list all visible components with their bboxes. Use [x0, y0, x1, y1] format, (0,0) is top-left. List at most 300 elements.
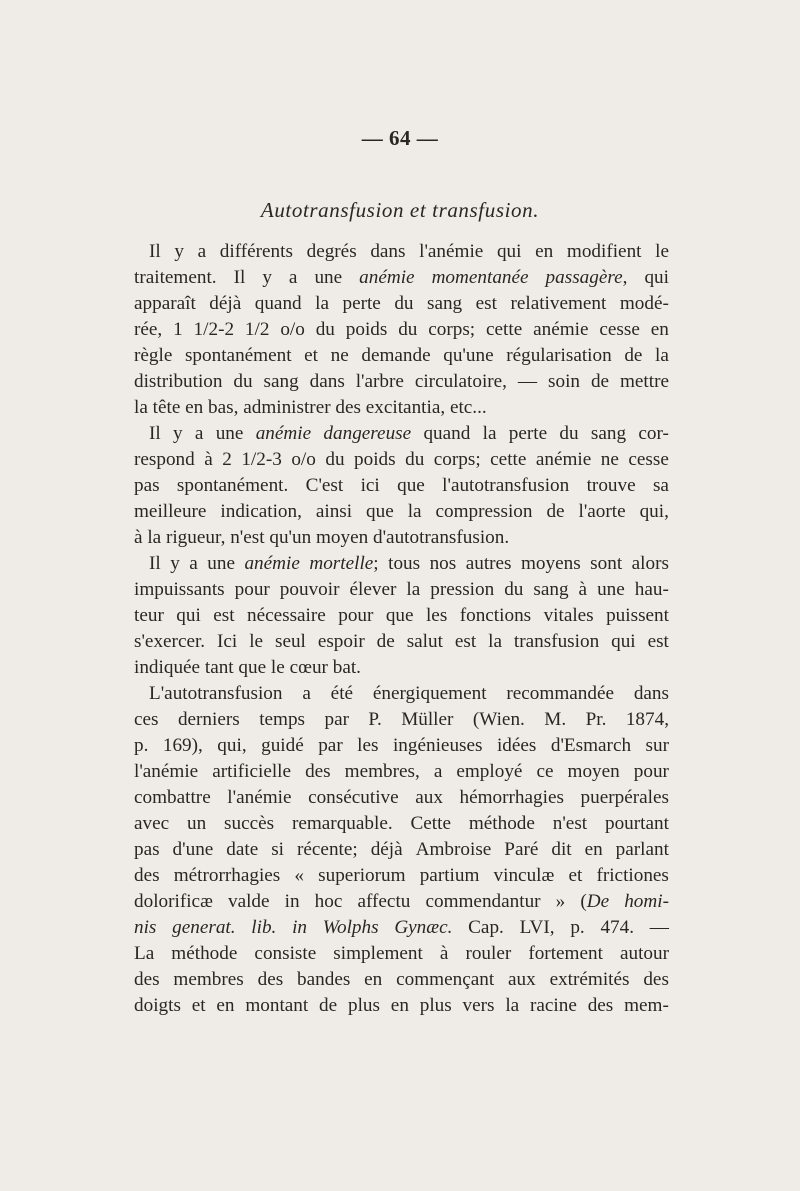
word: nécessaire [246, 605, 326, 626]
word: (Wien. [472, 709, 525, 730]
word: différents [219, 241, 293, 262]
word: en [216, 995, 235, 1016]
word: est [475, 293, 497, 314]
word: p. [570, 917, 585, 938]
word: du [398, 319, 418, 340]
word: pas [134, 475, 160, 496]
word: l'aorte [578, 501, 626, 522]
word: qui [496, 241, 522, 262]
text-line [134, 759, 669, 785]
word: in [284, 891, 300, 912]
word: Cap. [468, 917, 504, 938]
word: vinculæ [493, 865, 555, 886]
word: a [433, 761, 443, 782]
text-line [134, 837, 669, 863]
word: moyen [567, 761, 620, 782]
word: du [405, 449, 425, 470]
word: hau- [634, 579, 669, 600]
word: métrorrhagies [173, 865, 281, 886]
word: trouve [586, 475, 636, 496]
word: anémie [535, 449, 592, 470]
word: membres, [344, 761, 420, 782]
word: énergiquement [372, 683, 487, 704]
word: nos [429, 553, 457, 574]
word: generat. [172, 917, 236, 938]
word: homi- [624, 891, 669, 912]
text-line [134, 395, 669, 421]
word: LVI, [519, 917, 555, 938]
word: superiorum [318, 865, 406, 886]
word: nis [134, 917, 157, 938]
text-line [134, 525, 669, 551]
word: et [568, 865, 583, 886]
word: membres [173, 969, 244, 990]
word: avec [134, 813, 170, 834]
word: des [305, 761, 331, 782]
word: seul [274, 631, 306, 652]
word: que [385, 605, 414, 626]
word: Ici [217, 631, 238, 652]
word: 1/2-2 [193, 319, 235, 340]
word: circulatoire, [414, 371, 507, 392]
word: vitales [543, 605, 594, 626]
word: aux [415, 787, 443, 808]
word: employé [456, 761, 523, 782]
word: la [655, 345, 669, 366]
word: du [394, 293, 414, 314]
word: est [647, 631, 669, 652]
text-line [134, 369, 669, 395]
word: la [505, 995, 520, 1016]
word: été [330, 683, 354, 704]
text-line [134, 967, 669, 993]
word: tous [388, 553, 421, 574]
word: traitement. [134, 267, 217, 288]
word: règle [134, 345, 173, 366]
word: n'est [552, 813, 588, 834]
text-line [134, 655, 669, 681]
word: pouvoir [279, 579, 340, 600]
word: M. [544, 709, 567, 730]
word: des [643, 969, 669, 990]
word: a [194, 423, 204, 444]
word: anémie [255, 423, 312, 444]
word: en [364, 969, 383, 990]
word: en [390, 995, 409, 1016]
word: en [535, 241, 554, 262]
word: poids [354, 449, 396, 470]
word: pression [430, 579, 495, 600]
word: consiste [254, 943, 317, 964]
word: doigts [134, 995, 181, 1016]
text-line [134, 343, 669, 369]
word: sont [590, 553, 623, 574]
word: ces [134, 709, 159, 730]
word: espoir [317, 631, 365, 652]
word: par [318, 735, 343, 756]
word: qui, [217, 735, 247, 756]
word: de [376, 631, 395, 652]
word: corps; [433, 449, 481, 470]
word: est [454, 631, 477, 652]
word: l'anémie [134, 761, 199, 782]
word: du [315, 319, 335, 340]
word: y [262, 267, 272, 288]
word: racine [530, 995, 577, 1016]
word: pourtant [604, 813, 669, 834]
word: 1/2-3 [241, 449, 282, 470]
text-line [134, 993, 669, 1019]
word: plus [347, 995, 380, 1016]
word: sa [652, 475, 669, 496]
word: s'exercer. [134, 631, 206, 652]
text-line [134, 291, 669, 317]
text-line [134, 473, 669, 499]
text-line [134, 577, 669, 603]
word: — [649, 917, 669, 938]
word: montant [245, 995, 309, 1016]
word: Paré [504, 839, 539, 860]
word: alors [631, 553, 669, 574]
word: extrémités [549, 969, 630, 990]
word: élever [349, 579, 397, 600]
word: p. [134, 735, 149, 756]
word: lib. [251, 917, 277, 938]
word: plus [419, 995, 452, 1016]
word: modifient [566, 241, 642, 262]
text-line [134, 421, 669, 447]
word: — [517, 371, 538, 392]
word: cesse [599, 319, 640, 340]
word: moyens [521, 553, 581, 574]
word: modé- [619, 293, 669, 314]
word: si [271, 839, 285, 860]
word: meilleure [134, 501, 207, 522]
word: artificielle [212, 761, 292, 782]
word: à [204, 449, 213, 470]
word: guidé [261, 735, 304, 756]
word: poids [345, 319, 388, 340]
word: cor- [638, 423, 669, 444]
word: relativement [510, 293, 607, 314]
word: mettre [619, 371, 669, 392]
word: la [406, 579, 421, 600]
word: le [249, 631, 264, 652]
word: y [170, 553, 180, 574]
word: à la rigueur, n'est qu'un moyen d'autotransfusion. [134, 527, 510, 548]
word: demande [361, 345, 431, 366]
word: derniers [177, 709, 240, 730]
word: l'anémie [419, 241, 484, 262]
word: quand [423, 423, 471, 444]
word: rée, [134, 319, 163, 340]
word: une [597, 579, 625, 600]
word: transfusion [513, 631, 600, 652]
word: cette [486, 319, 523, 340]
word: des [134, 969, 160, 990]
word: parlant [615, 839, 669, 860]
word: et [191, 995, 206, 1016]
word: puerpérales [580, 787, 669, 808]
word: P. [368, 709, 382, 730]
word: par [324, 709, 349, 730]
word: hoc [314, 891, 343, 912]
text-line [134, 551, 669, 577]
word: 1 [173, 319, 183, 340]
text-line [134, 629, 669, 655]
word: méthode [468, 813, 535, 834]
word: mem- [624, 995, 669, 1016]
word: des [257, 969, 284, 990]
word: est [213, 605, 235, 626]
word: cette [490, 449, 527, 470]
word: régularisation [506, 345, 612, 366]
word: sang [590, 423, 627, 444]
word: de [546, 501, 565, 522]
word: le [655, 241, 669, 262]
word: la [315, 293, 329, 314]
word: dolorificæ [134, 891, 213, 912]
word: corps; [428, 319, 476, 340]
word: Müller [401, 709, 454, 730]
word: o/o [280, 319, 305, 340]
word: y [173, 423, 183, 444]
word: qui [176, 605, 201, 626]
word: ne [600, 449, 619, 470]
word: méthode [171, 943, 238, 964]
word: dans [370, 241, 406, 262]
word: autour [619, 943, 669, 964]
word: qui [644, 267, 669, 288]
word: dans [633, 683, 669, 704]
word: Pr. [585, 709, 607, 730]
word: pour [234, 579, 270, 600]
word: 169), [162, 735, 203, 756]
word: Cette [410, 813, 451, 834]
word: du [504, 579, 524, 600]
word: 1/2 [244, 319, 270, 340]
word: in [292, 917, 308, 938]
text-line [134, 889, 669, 915]
word: idées [496, 735, 537, 756]
word: recommandée [506, 683, 614, 704]
word: C'est [305, 475, 344, 496]
word: à [578, 579, 588, 600]
word: ce [536, 761, 554, 782]
word: a [288, 267, 298, 288]
word: déjà [209, 293, 242, 314]
text-line [134, 603, 669, 629]
word: pour [633, 761, 669, 782]
text-line [134, 499, 669, 525]
word: Ambroise [415, 839, 492, 860]
word: 2 [222, 449, 232, 470]
word: apparaît [134, 293, 196, 314]
word: impuissants [134, 579, 225, 600]
word: temps [259, 709, 306, 730]
word: a [302, 683, 311, 704]
word: teur [134, 605, 164, 626]
word: o/o [291, 449, 316, 470]
word: ici [360, 475, 380, 496]
word: succès [224, 813, 275, 834]
word: en [584, 839, 603, 860]
word: valde [227, 891, 270, 912]
text-line [134, 733, 669, 759]
word: date [226, 839, 259, 860]
word: qu'une [443, 345, 494, 366]
word: (De [580, 891, 610, 912]
word: rouler [465, 943, 512, 964]
word: quand [254, 293, 302, 314]
word: anémie [359, 267, 415, 288]
word: une [215, 423, 244, 444]
word: 474. [600, 917, 635, 938]
word: mortelle; [309, 553, 379, 574]
word: partium [419, 865, 480, 886]
word: sang [533, 579, 569, 600]
word: déjà [370, 839, 403, 860]
word: l'autotransfusion [442, 475, 570, 496]
word: à [439, 943, 449, 964]
word: 1874, [625, 709, 669, 730]
word: La [134, 943, 155, 964]
word: pour [338, 605, 374, 626]
word: passagère, [545, 267, 628, 288]
word: puissent [606, 605, 669, 626]
word: L'autotransfusion [149, 683, 283, 704]
word: pas [134, 839, 160, 860]
text-line [134, 915, 669, 941]
word: indiquée tant que le cœur bat. [134, 657, 361, 678]
word: de [624, 345, 643, 366]
word: Gynæc. [394, 917, 453, 938]
word: hémorrhagies [459, 787, 564, 808]
word: Wolphs [322, 917, 379, 938]
word: respond [134, 449, 195, 470]
word: salut [406, 631, 443, 652]
word: spontanément. [176, 475, 289, 496]
text-line [134, 317, 669, 343]
word: qui [611, 631, 636, 652]
word: sur [645, 735, 669, 756]
word: ainsi [315, 501, 353, 522]
word: la [407, 501, 422, 522]
word: d'une [172, 839, 214, 860]
word: les [425, 605, 448, 626]
word: distribution [134, 371, 223, 392]
word: sang [263, 371, 299, 392]
word: la tête en bas, administrer des excitantia, etc... [134, 397, 487, 418]
word: compression [435, 501, 533, 522]
text-line [134, 863, 669, 889]
word: un [187, 813, 207, 834]
word: aux [508, 969, 536, 990]
word: d'Esmarch [550, 735, 632, 756]
text-line [134, 941, 669, 967]
word: Il [149, 553, 161, 574]
word: perte [342, 293, 381, 314]
word: une [314, 267, 343, 288]
word: consécutive [308, 787, 399, 808]
word: fonctions [459, 605, 532, 626]
word: indication, [220, 501, 302, 522]
word: et [304, 345, 319, 366]
word: anémie [533, 319, 589, 340]
section-title: Autotransfusion et transfusion. [260, 198, 540, 222]
word: perte [508, 423, 548, 444]
word: les [357, 735, 379, 756]
word: fortement [528, 943, 603, 964]
word: la [482, 423, 497, 444]
text-line [134, 707, 669, 733]
text-line [134, 239, 669, 265]
word: remarquable. [291, 813, 393, 834]
word: du [559, 423, 579, 444]
word: du [233, 371, 253, 392]
word: spontanément [184, 345, 292, 366]
word: vers [462, 995, 495, 1016]
word: momentanée [431, 267, 529, 288]
word: que [397, 475, 425, 496]
word: dangereuse [323, 423, 412, 444]
word: dit [551, 839, 572, 860]
word: ne [330, 345, 349, 366]
word: autres [465, 553, 512, 574]
word: Il [149, 423, 161, 444]
word: affectu [357, 891, 411, 912]
word: a [189, 553, 198, 574]
word: une [207, 553, 235, 574]
word: frictiones [596, 865, 669, 886]
word: Il [149, 241, 161, 262]
body-text [134, 239, 669, 1019]
word: récente; [297, 839, 358, 860]
text-line [134, 265, 669, 291]
word: cesse [628, 449, 669, 470]
word: anémie [244, 553, 300, 574]
word: commendantur [425, 891, 541, 912]
text-line [134, 681, 669, 707]
word: ingénieuses [392, 735, 483, 756]
word: que [366, 501, 394, 522]
word: l'arbre [355, 371, 404, 392]
word: en [650, 319, 669, 340]
word: dans [309, 371, 345, 392]
word: « [294, 865, 305, 886]
word: a [197, 241, 207, 262]
word: de [590, 371, 610, 392]
word: simplement [333, 943, 423, 964]
word: des [587, 995, 614, 1016]
text-line [134, 811, 669, 837]
word: qui, [639, 501, 669, 522]
text-line [134, 785, 669, 811]
word: degrés [306, 241, 357, 262]
word: Il [233, 267, 246, 288]
word: » [555, 891, 566, 912]
text-line [134, 447, 669, 473]
word: de [319, 995, 338, 1016]
page-number: — 64 — [361, 126, 439, 150]
word: commençant [396, 969, 495, 990]
word: des [134, 865, 160, 886]
word: soin [548, 371, 581, 392]
word: la [488, 631, 502, 652]
word: sang [426, 293, 463, 314]
word: y [174, 241, 184, 262]
word: du [325, 449, 345, 470]
